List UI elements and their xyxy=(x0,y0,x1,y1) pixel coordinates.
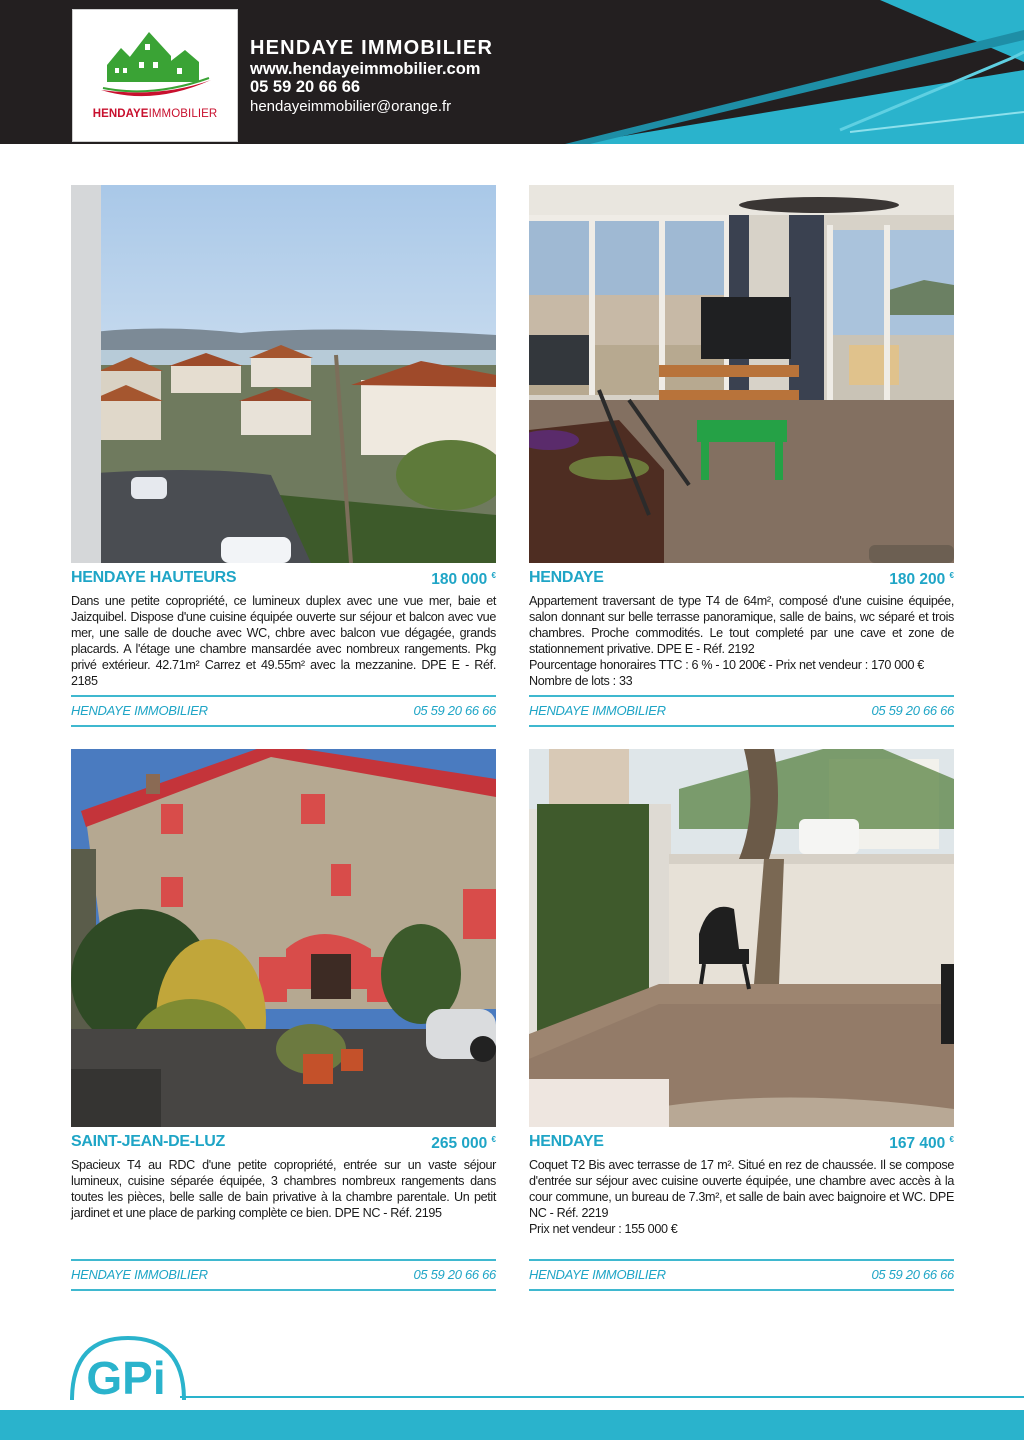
divider xyxy=(71,1259,496,1261)
divider xyxy=(71,695,496,697)
agency-website[interactable]: www.hendayeimmobilier.com xyxy=(250,60,481,78)
listing-description: Spacieux T4 au RDC d'une petite copropriété, entrée sur un vaste séjour lumineux, cuisine séparée équipée, 3 chambres nombreux rangements dans toutes les pièces, belle salle de bain privative à la chambre parentale. Un petit jardinet et une place de parking complète ce bien. DPE NC - Réf. 2195 xyxy=(71,1158,496,1220)
divider xyxy=(529,1289,954,1291)
listing-footer xyxy=(529,1267,954,1282)
page-header xyxy=(0,0,1024,144)
agency-email[interactable]: hendayeimmobilier@orange.fr xyxy=(250,98,452,115)
listing-photo-town-view[interactable] xyxy=(71,185,496,563)
listing-phone[interactable]: 05 59 20 66 66 xyxy=(871,1267,954,1282)
listing-header xyxy=(529,1133,954,1155)
listing-card xyxy=(71,185,496,730)
listing-agency: HENDAYE IMMOBILIER xyxy=(71,1267,208,1282)
listing-title: HENDAYE HAUTEURS xyxy=(71,569,237,586)
agency-contact xyxy=(250,36,493,118)
listing-photo-stone-house[interactable] xyxy=(71,749,496,1127)
listing-price: 180 200 € xyxy=(889,571,954,589)
listing-price: 265 000 € xyxy=(431,1135,496,1153)
listing-title: SAINT-JEAN-DE-LUZ xyxy=(71,1133,226,1150)
listing-title: HENDAYE xyxy=(529,1133,604,1150)
listing-description: Dans une petite copropriété, ce lumineux duplex avec une vue mer, baie et Jaizquibel. Dispose d'une cuisine équipée ouverte sur séjour et balcon avec vue mer, une salle de douche avec WC, chbre avec balcon vue dégagée, grands placards. A l'étage une chambre mansardée avec nombreux rangements. Pkg privé extérieur. 42.71m² Carrez et 49.55m² avec la mezzanine. DPE E - Réf. 2185 xyxy=(71,594,496,688)
listing-card xyxy=(529,749,954,1294)
listing-header xyxy=(529,569,954,591)
listing-price: 180 000 € xyxy=(431,571,496,589)
listing-photo-living-room[interactable] xyxy=(529,185,954,563)
agency-phone[interactable]: 05 59 20 66 66 xyxy=(250,78,361,96)
listing-phone[interactable]: 05 59 20 66 66 xyxy=(413,703,496,718)
listing-phone[interactable]: 05 59 20 66 66 xyxy=(413,1267,496,1282)
divider xyxy=(529,695,954,697)
divider xyxy=(71,1289,496,1291)
footer-rule xyxy=(180,1396,1024,1398)
listing-footer xyxy=(529,703,954,718)
listing-header xyxy=(71,569,496,591)
footer-bar xyxy=(0,1410,1024,1440)
divider xyxy=(529,1259,954,1261)
gpi-logo-text: GPi xyxy=(86,1352,166,1402)
listing-footer xyxy=(71,1267,496,1282)
listing-agency: HENDAYE IMMOBILIER xyxy=(529,1267,666,1282)
listing-photo-terrace[interactable] xyxy=(529,749,954,1127)
agency-logo xyxy=(72,9,238,142)
listing-description: Coquet T2 Bis avec terrasse de 17 m². Situé en rez de chaussée. Il se compose d'entrée sur séjour avec cuisine ouverte équipée, une chambre avec accès à la cour commune, un bureau de 7.3m², et salle de bain avec baignoire et WC. DPE NC - Réf. 2219 Prix net vendeur : 155 000 € xyxy=(529,1158,954,1236)
listing-card xyxy=(71,749,496,1294)
listing-footer xyxy=(71,703,496,718)
divider xyxy=(529,725,954,727)
listing-header xyxy=(71,1133,496,1155)
listing-description: Appartement traversant de type T4 de 64m², composé d'une cuisine équipée, salon donnant sur belle terrasse panoramique, salle de bains, wc séparé et trois chambres. Proche commodités. Le tout completé par une cave et zone de stationnement privative. DPE E - Réf. 2192 Pourcentage honoraires TTC : 6 % - 10 200€ - Prix net vendeur : 170 000 € Nombre de lots : 33 xyxy=(529,594,954,688)
divider xyxy=(71,725,496,727)
listing-price: 167 400 € xyxy=(889,1135,954,1153)
agency-name: HENDAYE IMMOBILIER xyxy=(250,37,494,59)
logo-text: HENDAYEIMMOBILIER xyxy=(92,108,218,120)
listing-agency: HENDAYE IMMOBILIER xyxy=(71,703,208,718)
listing-phone[interactable]: 05 59 20 66 66 xyxy=(871,703,954,718)
listing-title: HENDAYE xyxy=(529,569,604,586)
gpi-logo xyxy=(68,1336,188,1407)
listing-agency: HENDAYE IMMOBILIER xyxy=(529,703,666,718)
listing-card xyxy=(529,185,954,730)
